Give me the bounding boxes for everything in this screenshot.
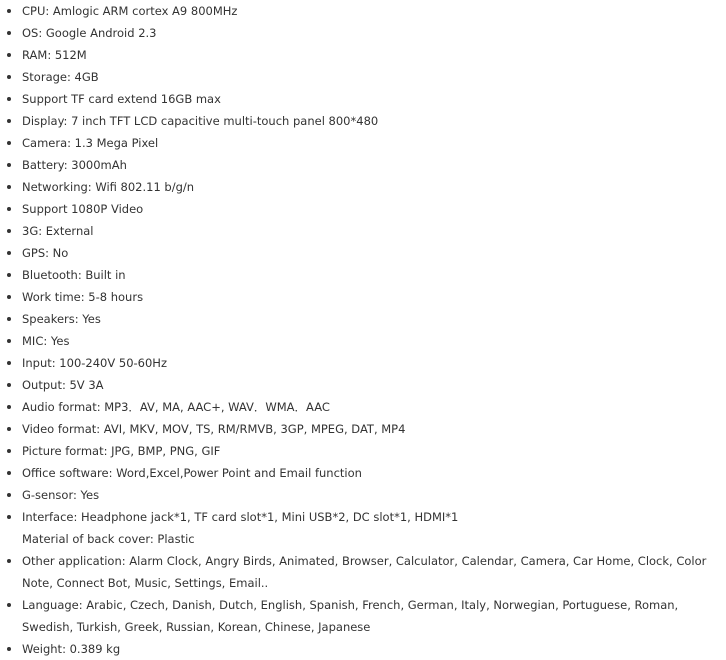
bullet-icon bbox=[7, 31, 11, 35]
bullet-icon bbox=[7, 141, 11, 145]
spec-text: Video format: AVI, MKV, MOV, TS, RM/RMVB, 3GP, MPEG, DAT, MP4 bbox=[22, 422, 406, 436]
spec-text: Office software: Word,Excel,Power Point and Email function bbox=[22, 466, 362, 480]
spec-text: Weight: 0.389 kg bbox=[22, 642, 121, 656]
spec-text: Interface: Headphone jack*1, TF card slot*1, Mini USB*2, DC slot*1, HDMI*1 bbox=[22, 510, 459, 524]
spec-text: MIC: Yes bbox=[22, 334, 70, 348]
spec-item-storage bbox=[0, 66, 726, 88]
spec-item-gps bbox=[0, 242, 726, 264]
bullet-icon bbox=[7, 251, 11, 255]
spec-text: Other application: Alarm Clock, Angry Birds, Animated, Browser, Calculator, Calendar, Camera, Car Home, Clock, Color Note, Connect Bot, Music, Settings, Email.. bbox=[22, 554, 707, 590]
spec-text: Battery: 3000mAh bbox=[22, 158, 127, 172]
spec-item-audio-format bbox=[0, 396, 726, 418]
spec-text: Storage: 4GB bbox=[22, 70, 99, 84]
bullet-icon bbox=[7, 119, 11, 123]
spec-text: Display: 7 inch TFT LCD capacitive multi-touch panel 800*480 bbox=[22, 114, 379, 128]
spec-text: CPU: Amlogic ARM cortex A9 800MHz bbox=[22, 4, 238, 18]
bullet-icon bbox=[7, 53, 11, 57]
spec-item-os bbox=[0, 22, 726, 44]
spec-item-mic bbox=[0, 330, 726, 352]
spec-item-input bbox=[0, 352, 726, 374]
bullet-icon bbox=[7, 295, 11, 299]
spec-text: Output: 5V 3A bbox=[22, 378, 104, 392]
spec-item-video-support bbox=[0, 198, 726, 220]
spec-text: OS: Google Android 2.3 bbox=[22, 26, 157, 40]
spec-item-office-software bbox=[0, 462, 726, 484]
bullet-icon bbox=[7, 515, 11, 519]
spec-item-tf-card bbox=[0, 88, 726, 110]
spec-item-bluetooth bbox=[0, 264, 726, 286]
bullet-icon bbox=[7, 647, 11, 651]
bullet-icon bbox=[7, 229, 11, 233]
spec-text: Material of back cover: Plastic bbox=[22, 532, 195, 546]
spec-item-networking bbox=[0, 176, 726, 198]
bullet-icon bbox=[7, 185, 11, 189]
spec-text: 3G: External bbox=[22, 224, 94, 238]
bullet-icon bbox=[7, 493, 11, 497]
spec-text: RAM: 512M bbox=[22, 48, 87, 62]
spec-item-video-format bbox=[0, 418, 726, 440]
spec-text: Work time: 5-8 hours bbox=[22, 290, 144, 304]
bullet-icon bbox=[7, 471, 11, 475]
spec-item-camera bbox=[0, 132, 726, 154]
spec-item-g-sensor bbox=[0, 484, 726, 506]
bullet-icon bbox=[7, 317, 11, 321]
bullet-icon bbox=[7, 75, 11, 79]
spec-text: Support 1080P Video bbox=[22, 202, 144, 216]
spec-text: Bluetooth: Built in bbox=[22, 268, 126, 282]
spec-item-work-time bbox=[0, 286, 726, 308]
spec-text: G-sensor: Yes bbox=[22, 488, 100, 502]
spec-text: GPS: No bbox=[22, 246, 69, 260]
spec-item-output bbox=[0, 374, 726, 396]
spec-item-3g bbox=[0, 220, 726, 242]
spec-item-cpu bbox=[0, 0, 726, 22]
spec-item-back-cover bbox=[0, 528, 726, 550]
bullet-icon bbox=[7, 559, 11, 563]
spec-text: Language: Arabic, Czech, Danish, Dutch, English, Spanish, French, German, Italy, Norwegian, Portuguese, Roman, Swedish, Turkish, Greek, Russian, Korean, Chinese, Japanese bbox=[22, 598, 679, 634]
spec-item-other-application bbox=[0, 550, 726, 594]
spec-text: Support TF card extend 16GB max bbox=[22, 92, 221, 106]
spec-item-interface bbox=[0, 506, 726, 528]
bullet-icon bbox=[7, 97, 11, 101]
bullet-icon bbox=[7, 207, 11, 211]
spec-text: Audio format: MP3．AV, MA, AAC+, WAV．WMA．AAC bbox=[22, 400, 330, 414]
bullet-icon bbox=[7, 273, 11, 277]
spec-text: Camera: 1.3 Mega Pixel bbox=[22, 136, 159, 150]
spec-item-ram bbox=[0, 44, 726, 66]
bullet-icon bbox=[7, 427, 11, 431]
bullet-icon bbox=[7, 163, 11, 167]
spec-text: Picture format: JPG, BMP, PNG, GIF bbox=[22, 444, 221, 458]
spec-text: Networking: Wifi 802.11 b/g/n bbox=[22, 180, 195, 194]
bullet-icon bbox=[7, 361, 11, 365]
spec-text: Speakers: Yes bbox=[22, 312, 101, 326]
bullet-icon bbox=[7, 339, 11, 343]
bullet-icon bbox=[7, 405, 11, 409]
spec-item-speakers bbox=[0, 308, 726, 330]
bullet-icon bbox=[7, 383, 11, 387]
bullet-icon bbox=[7, 9, 11, 13]
spec-text: Input: 100-240V 50-60Hz bbox=[22, 356, 167, 370]
spec-item-display bbox=[0, 110, 726, 132]
spec-item-language bbox=[0, 594, 726, 638]
bullet-icon bbox=[7, 603, 11, 607]
bullet-icon bbox=[7, 449, 11, 453]
spec-item-picture-format bbox=[0, 440, 726, 462]
spec-item-battery bbox=[0, 154, 726, 176]
